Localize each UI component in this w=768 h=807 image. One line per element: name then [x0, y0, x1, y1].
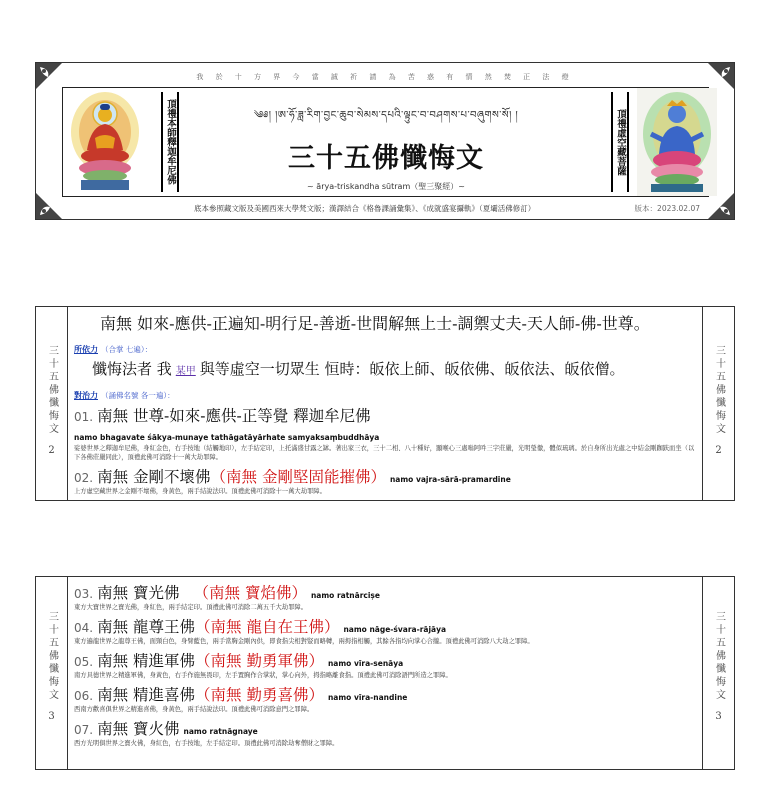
entry-number: 04. — [74, 621, 94, 635]
page-number: 3 — [48, 711, 55, 722]
page-number: 2 — [48, 445, 55, 456]
cover-frame — [62, 87, 709, 197]
sanskrit-subtitle: ~ ārya-triskandha sūtram（聖三聚經）~ — [307, 182, 465, 191]
buddha-entry — [74, 683, 696, 714]
left-homage-label: 頂禮本師釋迦牟尼佛 — [161, 92, 179, 192]
buddha-entry — [74, 717, 696, 748]
right-margin — [702, 307, 734, 500]
repentance-text: 懺悔法者 我 — [92, 360, 172, 378]
buddha-name: 南無 世尊-如來-應供-正等覺 釋迦牟尼佛 — [97, 407, 371, 425]
sanskrit-name: namo vīra-nandine — [327, 693, 408, 702]
sanskrit-name: namo vajra-sārā-pramardine — [389, 475, 511, 484]
buddha-entry — [74, 465, 696, 487]
title-block — [185, 88, 587, 196]
buddha-name: 南無 精進喜佛 — [97, 686, 196, 704]
akashagarbha-image — [637, 88, 717, 196]
side-title: 三十五佛懺悔文 — [713, 345, 725, 436]
buddha-description: 東方遍龍世界之龍尊王佛，面頸白色，身臂藍色，兩手當胸金剛內供，即食指尖相對豎而略轉，兩拇指相觸，其餘各指均向掌心合攏。頂禮此佛可消除八大劫之罪障。 — [74, 638, 534, 645]
buddha-description: 西方光明俱世界之寶火佛，身紅色，右手按地，左手結定印。頂禮此佛可消除劫奪僧財之罪障。 — [74, 740, 339, 747]
buddha-entry — [74, 404, 696, 426]
buddha-name: 南無 寶光佛 — [97, 584, 180, 602]
buddha-entry — [74, 581, 696, 612]
buddha-description: 東方大寶世界之寶光佛，身紅色，兩手結定印。頂禮此佛可消除二萬五千大劫罪障。 — [74, 604, 307, 611]
tibetan-title: ༄༅། །ཨ་ཧོ་ཟླ་རིག་བྱང་ཆུབ་སེམས་དཔའི་ལྟུང་བ་བཤགས་པ་བཞུགས་སོ། ། — [253, 110, 519, 121]
version-label: 版本：2023.02.07 — [634, 204, 700, 213]
buddha-entry — [74, 615, 696, 646]
antidote-power-note: （誦佛名號 各一遍）： — [101, 391, 175, 400]
alt-name: （南無 寶焰佛） — [193, 584, 307, 602]
alt-name: （南無 勤勇喜佛） — [195, 686, 324, 704]
buddha-name: 南無 寶火佛 — [97, 720, 180, 738]
alt-name: （南無 龍自在王佛） — [195, 618, 340, 636]
buddha-entry — [74, 649, 696, 680]
shakyamuni-image — [65, 88, 145, 196]
buddha-name: 南無 龍尊王佛 — [97, 618, 196, 636]
buddha-description: 西南方歡喜俱世界之精進喜佛，身黃色，兩手結說法印。頂禮此佛可消除意門之罪障。 — [74, 706, 314, 713]
entry-number: 07. — [74, 723, 94, 737]
right-margin — [702, 577, 734, 769]
sanskrit-name: namo vīra-senāya — [327, 659, 404, 668]
entry-number: 06. — [74, 689, 94, 703]
side-title: 三十五佛懺悔文 — [46, 611, 58, 702]
sanskrit-name: namo ratnārcișe — [310, 591, 380, 600]
basis-power-note: （合掌 七遍）： — [101, 345, 153, 354]
cover-panel — [35, 62, 735, 220]
antidote-power-label: 對治力 — [74, 391, 98, 400]
side-title: 三十五佛懺悔文 — [713, 611, 725, 702]
basis-power-label: 所依力 — [74, 345, 98, 354]
left-margin — [36, 307, 68, 500]
opening-homage: 南無 如來-應供-正遍知-明行足-善逝-世間解無上士-調禦丈夫-天人師-佛-世尊。 — [100, 314, 650, 333]
refuge-text: 與等虛空一切眾生 恒時：皈依上師、皈依佛、皈依法、皈依僧。 — [199, 360, 625, 378]
source-note: 底本參照藏文版及美國西來大學梵文版；漢譯結合《格魯課誦彙集》、《成就盛宴攝軌》（夏壩活佛修訂） — [194, 204, 536, 213]
entry-number: 05. — [74, 655, 94, 669]
corner-ornament-icon — [708, 193, 734, 219]
page-2-content — [68, 307, 702, 500]
corner-ornament-icon — [36, 193, 62, 219]
name-placeholder-link[interactable]: 某甲 — [175, 366, 196, 377]
alt-name: （南無 勤勇軍佛） — [195, 652, 324, 670]
page-number: 3 — [715, 711, 722, 722]
buddha-description: 南方具德世界之精進軍佛，身黃色，右手作施無畏印，左手置胸作合掌狀，掌心向外，拇指略離食指。頂禮此佛可消除語門所造之罪障。 — [74, 672, 452, 679]
side-title: 三十五佛懺悔文 — [46, 345, 58, 436]
buddha-name: 南無 金剛不壞佛 — [97, 468, 211, 486]
buddha-description: 上方虛空藏世界之金剛不壞佛，身黃色，兩手結說法印。頂禮此佛可消除十一萬大劫罪障。 — [74, 488, 326, 495]
page-2-panel — [35, 306, 735, 501]
buddha-name: 南無 精進軍佛 — [97, 652, 196, 670]
buddha-description: 娑婆世界之釋迦牟尼佛，身紅金色，右手按地（結觸地印），左手結定印，上托滿盛甘露之缽。著出家三衣，三十二相、八十種好，顯喉心三處嗡阿吽三字莊嚴，光明瑩徹，體似琉璃。於自身所出光處之中結金剛跏趺而坐（以下各佛莊嚴同此），頂禮此佛可消除十一萬大劫罪障。 — [74, 445, 695, 461]
entry-number: 01. — [74, 410, 94, 424]
page-3-content — [68, 577, 702, 769]
right-homage-label: 頂禮虛空藏菩薩 — [611, 92, 629, 192]
refuge-verse: 我 於 十 方 界 今 當 誠 祈 請 為 苦 惑 有 情 然 焚 正 法 燈 — [196, 73, 574, 81]
sanskrit-name: namo ratnāgnaye — [183, 727, 258, 736]
page-3-panel — [35, 576, 735, 770]
page-number: 2 — [715, 445, 722, 456]
entry-number: 02. — [74, 471, 94, 485]
sanskrit-name: namo nāge-śvara-rājāya — [343, 625, 447, 634]
alt-name: （南無 金剛堅固能摧佛） — [210, 468, 386, 486]
sanskrit-name: namo bhagavate śākya-munaye tathāgatāyārhate samyaksaṃbuddhāya — [74, 433, 380, 442]
main-title: 三十五佛懺悔文 — [288, 143, 484, 174]
entry-number: 03. — [74, 587, 94, 601]
left-margin — [36, 577, 68, 769]
